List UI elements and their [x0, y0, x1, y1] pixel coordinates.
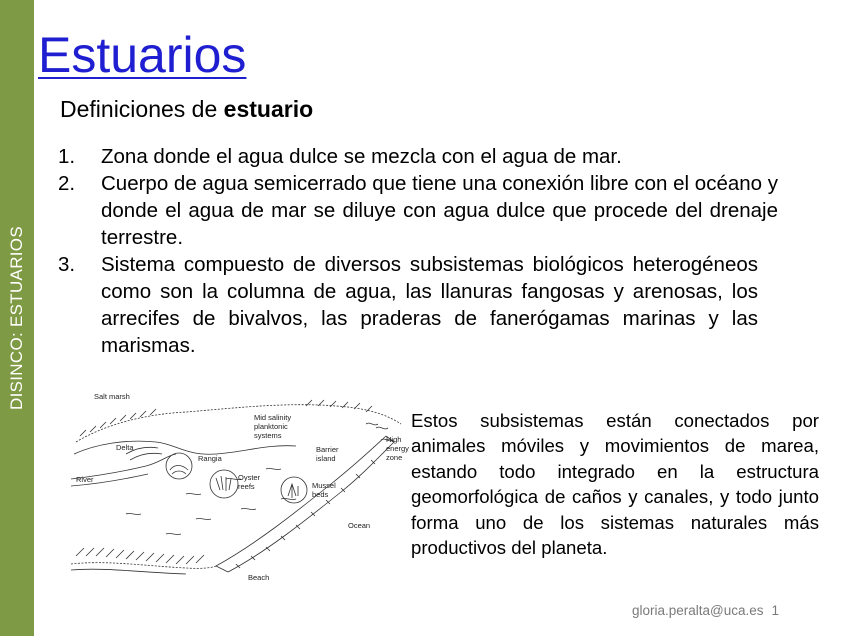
definition-number: 1. — [58, 145, 76, 168]
subtitle-prefix: Definiciones de — [60, 96, 224, 122]
definition-text: Cuerpo de agua semicerrado que tiene una conexión libre con el océano y donde el agua de mar se diluye con agua dulce que procede del drenaje terrestre. — [101, 172, 778, 249]
label-mussel-1: Mussel — [312, 481, 336, 490]
page-title[interactable]: Estuarios — [38, 27, 247, 83]
subtitle — [60, 96, 313, 124]
definition-number: 3. — [58, 253, 76, 276]
label-oyster-1: Oyster — [238, 473, 261, 482]
label-barrier-2: island — [316, 454, 336, 463]
estuary-diagram — [66, 384, 411, 584]
label-ocean: Ocean — [348, 521, 371, 530]
page-number: 1 — [771, 603, 780, 618]
label-mid-salinity-3: systems — [254, 431, 282, 440]
label-river: River — [76, 475, 94, 484]
definition-text: Zona donde el agua dulce se mezcla con el agua de mar. — [101, 145, 622, 168]
label-salt-marsh: Salt marsh — [94, 392, 130, 401]
definition-item-3 — [58, 251, 758, 359]
definition-item-1 — [58, 143, 778, 170]
summary-paragraph: Estos subsistemas están conectados por animales móviles y movimientos de marea, estando todo integrado en la estructura geomorfológica de caños y canales, y todo junto forma uno de los sistemas naturales más productivos del planeta. — [411, 410, 819, 559]
label-oyster-2: reefs — [238, 482, 255, 491]
label-mid-salinity-1: Mid salinity — [254, 413, 292, 422]
sidebar-band — [0, 0, 34, 636]
label-high-energy-3: zone — [386, 453, 403, 462]
footer-email: gloria.peralta@uca.es — [632, 603, 764, 618]
subtitle-bold: estuario — [223, 96, 314, 122]
definitions-list — [58, 143, 778, 359]
sidebar-label: DISINCO: ESTUARIOS — [7, 226, 26, 410]
label-mid-salinity-2: planktonic — [254, 422, 288, 431]
definition-number: 2. — [58, 172, 76, 195]
definition-text: Sistema compuesto de diversos subsistemas biológicos heterogéneos como son la columna de agua, las llanuras fangosas y arenosas, los arrecifes de bivalvos, las praderas de fanerógamas marinas y las marismas. — [101, 253, 758, 357]
label-rangia: Rangia — [198, 454, 222, 463]
label-delta: Delta — [116, 443, 134, 452]
label-barrier-1: Barrier — [316, 445, 339, 454]
label-beach: Beach — [248, 573, 270, 582]
footer — [632, 603, 779, 618]
label-high-energy-1: High — [386, 435, 402, 444]
label-mussel-2: beds — [312, 490, 329, 499]
label-high-energy-2: energy — [386, 444, 409, 453]
definition-item-2 — [58, 170, 778, 251]
